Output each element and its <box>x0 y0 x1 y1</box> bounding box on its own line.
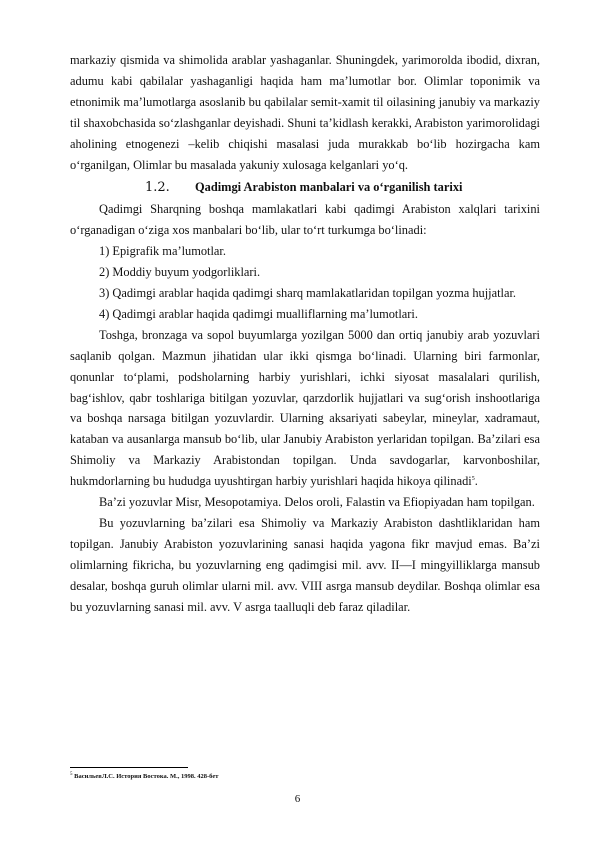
paragraph-3-end: . <box>474 474 478 489</box>
footnote-divider <box>70 767 188 768</box>
list-item-3: 3) Qadimgi arablar haqida qadimgi sharq mamlakatlaridan topilgan yozma hujjatlar. <box>99 285 517 300</box>
list-item-1: 1) Epigrafik ma’lumotlar. <box>99 244 226 259</box>
list-item-2: 2) Moddiy buyum yodgorliklari. <box>99 265 261 280</box>
paragraph-4: Ba’zi yozuvlar Misr, Mesopotamiya. Delos oroli, Falastin va Efiopiyadan ham topilgan. <box>99 495 535 510</box>
paragraph-1: markaziy qismida va shimolida arablar yashaganlar. Shuningdek, yarimorolda ibodid, dixran, adumu kabi qabilalar yashaganligi haqida ham ma’lumotlar bor. Olimlar toponimik va etnonimik ma’lumotlarga asoslanib bu qabilalar semit-xamit til oilasining janubiy va markaziy til shaxobchasida so‘zlashganlar deyishadi. Shuni ta’kidlash kerakki, Arabiston yarimorolidagi aholining etnogenezi –kelib chiqishi masalasi juda murakkab bo‘lib hozirgacha kam o‘rganilgan, Olimlar bu masalada yakuniy xulosaga kelganlari yo‘q. <box>70 53 540 172</box>
footnote-reference[interactable]: 5 <box>471 476 475 482</box>
section-heading <box>70 177 540 199</box>
page-number: 6 <box>294 793 301 805</box>
list-item-4: 4) Qadimgi arablar haqida qadimgi mualliflarning ma’lumotlari. <box>99 306 418 321</box>
paragraph-3-text: Toshga, bronzaga va sopol buyumlarga yozilgan 5000 dan ortiq janubiy arab yozuvlari saqlanib qolgan. Mazmun jihatidan ular ikki qismga bo‘linadi. Ularning biri farmonlar, qonunlar to‘plami, podsholarning harbiy yurishlari, ichki siyosat masalalari qurilish, bag‘ishlov, qabr toshlariga bitilgan yozuvlar, qarzdorlik hujjatlari va sug‘orish inshootlariga va boshqa narsaga bitilgan yozuvlardir. Ularning aksariyati sabeylar, mineylar, xadramaut, kataban va ausanlarga mansub bo‘lib, ular Janubiy Arabiston yerlaridan topilgan. Ba’zilari esa Shimoliy va Markaziy Arabistondan topilgan. Unda savdogarlar, karvonboshilar, hukmdorlarning bu hududga uyushtirgan harbiy yurishlari haqida hikoya qilinadi <box>70 327 540 489</box>
footnote-number: 5 <box>70 772 73 777</box>
footnote <box>70 772 540 780</box>
footnote-text: ВасильевЛ.С. История Востока. М., 1998. 428-бет <box>72 773 219 781</box>
section-title: Qadimgi Arabiston manbalari va o‘rganilish tarixi <box>195 180 463 195</box>
paragraph-2: Qadimgi Sharqning boshqa mamlakatlari kabi qadimgi Arabiston xalqlari tarixini o‘rganadigan o‘ziga xos manbalari bo‘lib, ular to‘rt turkumga bo‘linadi: <box>70 202 540 238</box>
document-page <box>70 50 540 617</box>
paragraph-5: Bu yozuvlarning ba’zilari esa Shimoliy va Markaziy Arabiston dashtliklaridan ham topilgan. Janubiy Arabiston yozuvlarining sanasi haqida yagona fikr mavjud emas. Ba’zi olimlarning fikricha, bu yozuvlarning eng qadimgisi mil. avv. II—I mingyilliklarga mansub desalar, boshqa guruh olimlar ularni mil. avv. VIII asrga mansub deydilar. Boshqa olimlar esa bu yozuvlarning sanasi mil. avv. V asrga taalluqli deb faraz qiladilar. <box>70 515 540 614</box>
paragraph-3 <box>70 325 540 492</box>
section-number: 1.2. <box>145 180 170 196</box>
